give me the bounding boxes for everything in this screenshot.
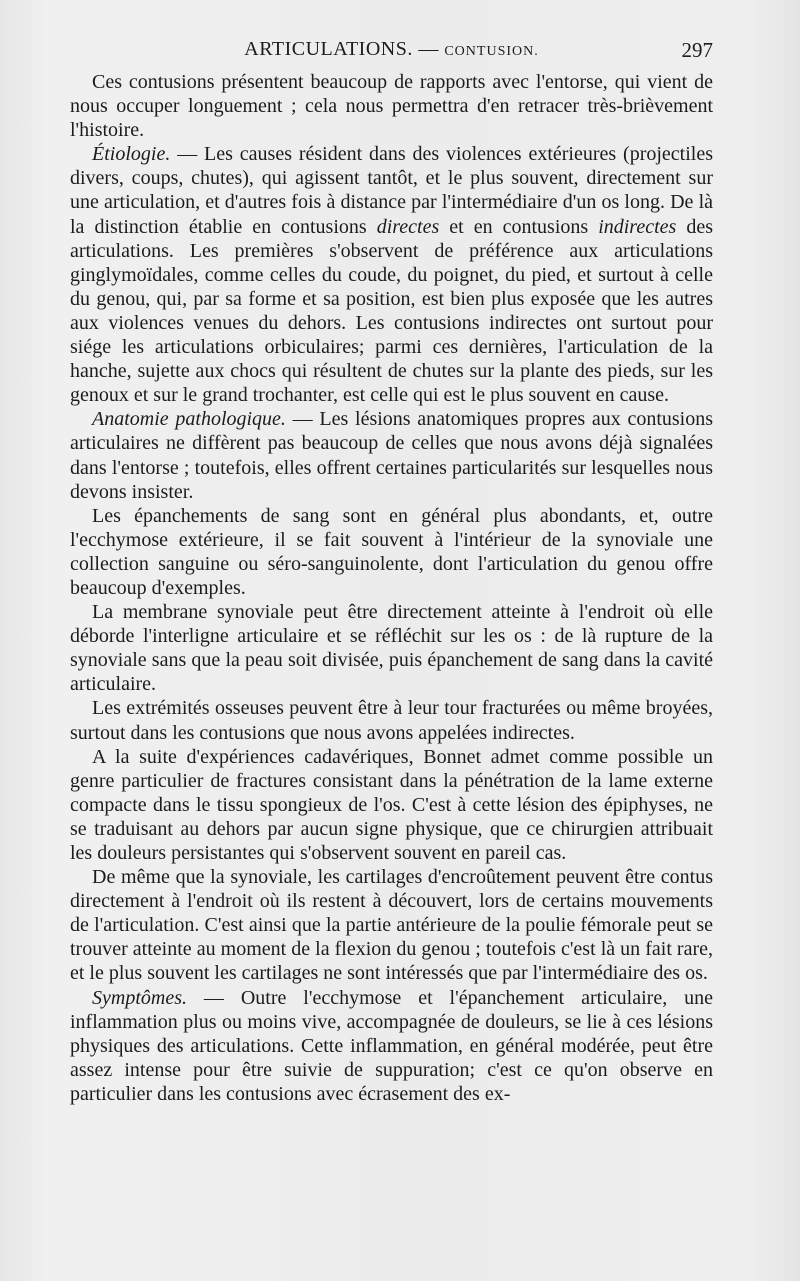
paragraph bbox=[70, 745, 713, 865]
page-header bbox=[70, 38, 713, 68]
text-run: Les extrémités osseuses peuvent être à leur tour fracturées ou même broyées, surtout dans les contusions que nous avons appelées indirectes. bbox=[70, 697, 713, 744]
paragraph bbox=[70, 407, 713, 503]
page-number: 297 bbox=[681, 38, 713, 62]
paragraph bbox=[70, 142, 713, 407]
paragraph bbox=[70, 70, 713, 142]
running-title-main: ARTICULATIONS. — bbox=[244, 38, 445, 60]
text-run: — Les causes résident dans des violences extérieures (projectiles divers, coups, chutes), qui agissent tantôt, et le plus souvent, directement sur une articulation, et d'autres fois à distance par l'intermédiaire d'un os long. De là la distinction établie en contusions bbox=[70, 143, 713, 238]
body-text bbox=[70, 70, 713, 1106]
italic-heading: Symptômes. bbox=[92, 986, 187, 1009]
paragraph bbox=[70, 504, 713, 600]
text-run: Les épanchements de sang sont en général plus abondants, et, outre l'ecchymose extérieure, il se fait souvent à l'intérieur de la synoviale une collection sanguine ou séro-sanguinolente, dont l'articulation du genou offre beaucoup d'exemples. bbox=[70, 504, 713, 599]
text-run: — Les lésions anatomiques propres aux contusions articulaires ne diffèrent pas beaucoup de celles que nous avons déjà signalées dans l'entorse ; toutefois, elles offrent certaines particularités sur lesquelles nous devons insister. bbox=[70, 408, 713, 503]
italic-heading: Étiologie. bbox=[92, 143, 171, 166]
text-run: et en contusions bbox=[439, 215, 599, 238]
italic-heading: directes bbox=[376, 215, 440, 238]
paragraph bbox=[70, 600, 713, 696]
paragraph bbox=[70, 865, 713, 985]
running-title bbox=[70, 38, 713, 61]
text-run: De même que la synoviale, les cartilages d'encroûtement peuvent être contus directement à l'endroit où ils restent à découvert, lors de certains mouvements de l'articulation. C'est ainsi que la partie antérieure de la poulie fémorale peut se trouver atteinte au moment de la flexion du genou ; toutefois c'est là un fait rare, et le plus souvent les cartilages ne sont intéressés que par l'intermédiaire des os. bbox=[70, 866, 713, 985]
text-run: La membrane synoviale peut être directement atteinte à l'endroit où elle déborde l'interligne articulaire et se réfléchit sur les os : de là rupture de la synoviale sans que la peau soit divisée, puis épanchement de sang dans la cavité articulaire. bbox=[70, 601, 713, 696]
italic-heading: indirectes bbox=[598, 215, 677, 238]
italic-heading: Anatomie pathologique. bbox=[92, 408, 286, 431]
text-run: Ces contusions présentent beaucoup de rapports avec l'entorse, qui vient de nous occuper longuement ; cela nous permettra d'en retracer très-brièvement l'histoire. bbox=[70, 71, 713, 142]
text-run: A la suite d'expériences cadavériques, Bonnet admet comme possible un genre particulier de fractures consistant dans la pénétration de la lame externe compacte dans le tissu spongieux de l'os. C'est à cette lésion des épiphyses, ne se traduisant au dehors par aucun signe physique, que ce chirurgien attribuait les douleurs persistantes qui s'observent souvent en pareil cas. bbox=[70, 745, 713, 864]
running-title-sub: CONTUSION. bbox=[444, 44, 539, 59]
text-run: — Outre l'ecchymose et l'épanchement articulaire, une inflammation plus ou moins vive, accompagnée de douleurs, se lie à ces lésions physiques des articulations. Cette inflammation, en général modérée, peut être assez intense pour être suivie de suppuration; c'est ce qu'on observe en particulier dans les contusions avec écrasement des ex- bbox=[70, 986, 713, 1105]
paragraph bbox=[70, 986, 713, 1106]
text-run: des articulations. Les premières s'observent de préférence aux articulations ginglymoïdales, comme celles du coude, du poignet, du pied, et surtout à celle du genou, qui, par sa forme et sa position, est bien plus exposée que les autres aux violences venues du dehors. Les contusions indirectes ont surtout pour siége les articulations orbiculaires; parmi ces dernières, l'articulation de la hanche, sujette aux chocs qui résultent de chutes sur la plante des pieds, sur les genoux et sur le grand trochanter, est celle qui est le plus souvent en cause. bbox=[70, 215, 713, 407]
paragraph bbox=[70, 696, 713, 744]
